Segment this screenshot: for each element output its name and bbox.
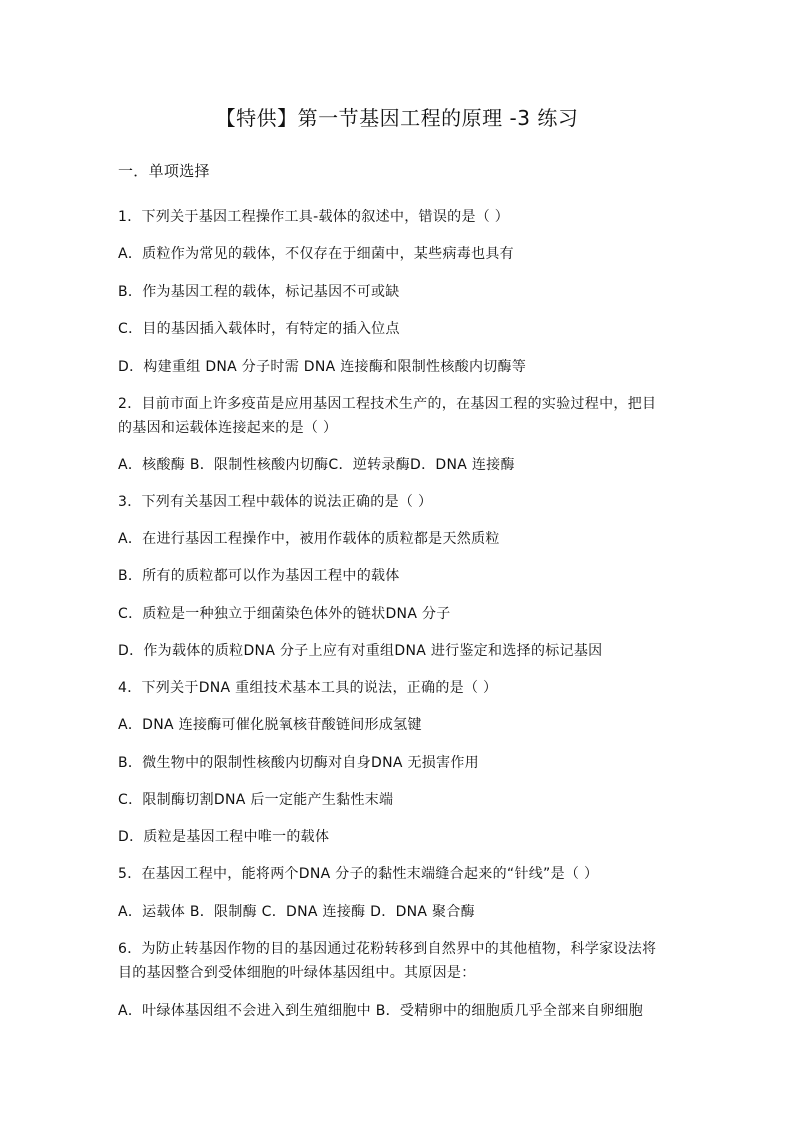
question-4-option-b: B．微生物中的限制性核酸内切酶对自身DNA 无损害作用 [118, 755, 479, 771]
question-2-stem-line-1: 2．目前市面上许多疫苗是应用基因工程技术生产的，在基因工程的实验过程中，把目 [118, 396, 657, 412]
question-6-stem-line-2: 目的基因整合到受体细胞的叶绿体基因组中。其原因是： [118, 965, 476, 981]
question-1-option-b: B．作为基因工程的载体，标记基因不可或缺 [118, 284, 400, 300]
question-2-options: A．核酸酶 B．限制性核酸内切酶C．逆转录酶D．DNA 连接酶 [118, 457, 515, 473]
question-5-stem: 5．在基因工程中，能将两个DNA 分子的黏性末端缝合起来的“针线”是（ ） [118, 866, 599, 882]
question-1-option-c: C．目的基因插入载体时，有特定的插入位点 [118, 321, 400, 337]
question-3-option-c: C．质粒是一种独立于细菌染色体外的链状DNA 分子 [118, 606, 451, 622]
question-4-stem: 4．下列关于DNA 重组技术基本工具的说法，正确的是（ ） [118, 680, 498, 696]
question-4-option-c: C．限制酶切割DNA 后一定能产生黏性末端 [118, 792, 394, 808]
question-6-options: A．叶绿体基因组不会进入到生殖细胞中 B．受精卵中的细胞质几乎全部来自卵细胞 [118, 1003, 644, 1019]
question-3-option-b: B．所有的质粒都可以作为基因工程中的载体 [118, 568, 400, 584]
section-heading: 一．单项选择 [118, 162, 210, 180]
question-1-option-a: A．质粒作为常见的载体，不仅存在于细菌中，某些病毒也具有 [118, 246, 514, 262]
question-3-stem: 3．下列有关基因工程中载体的说法正确的是（ ） [118, 494, 433, 510]
question-5-options: A．运载体 B．限制酶 C．DNA 连接酶 D．DNA 聚合酶 [118, 904, 475, 920]
question-1-option-d: D．构建重组 DNA 分子时需 DNA 连接酶和限制性核酸内切酶等 [118, 359, 527, 375]
question-3-option-d: D．作为载体的质粒DNA 分子上应有对重组DNA 进行鉴定和选择的标记基因 [118, 643, 603, 659]
question-4-option-a: A．DNA 连接酶可催化脱氧核苷酸链间形成氢键 [118, 717, 422, 733]
question-2-stem-line-2: 的基因和运载体连接起来的是（ ） [118, 420, 338, 436]
question-4-option-d: D．质粒是基因工程中唯一的载体 [118, 829, 330, 845]
question-3-option-a: A．在进行基因工程操作中，被用作载体的质粒都是天然质粒 [118, 531, 500, 547]
question-1-stem: 1．下列关于基因工程操作工具-载体的叙述中，错误的是（ ） [118, 209, 510, 225]
document-title: 【特供】第一节基因工程的原理 -3 练习 [215, 106, 579, 130]
question-6-stem-line-1: 6．为防止转基因作物的目的基因通过花粉转移到自然界中的其他植物，科学家设法将 [118, 941, 657, 957]
